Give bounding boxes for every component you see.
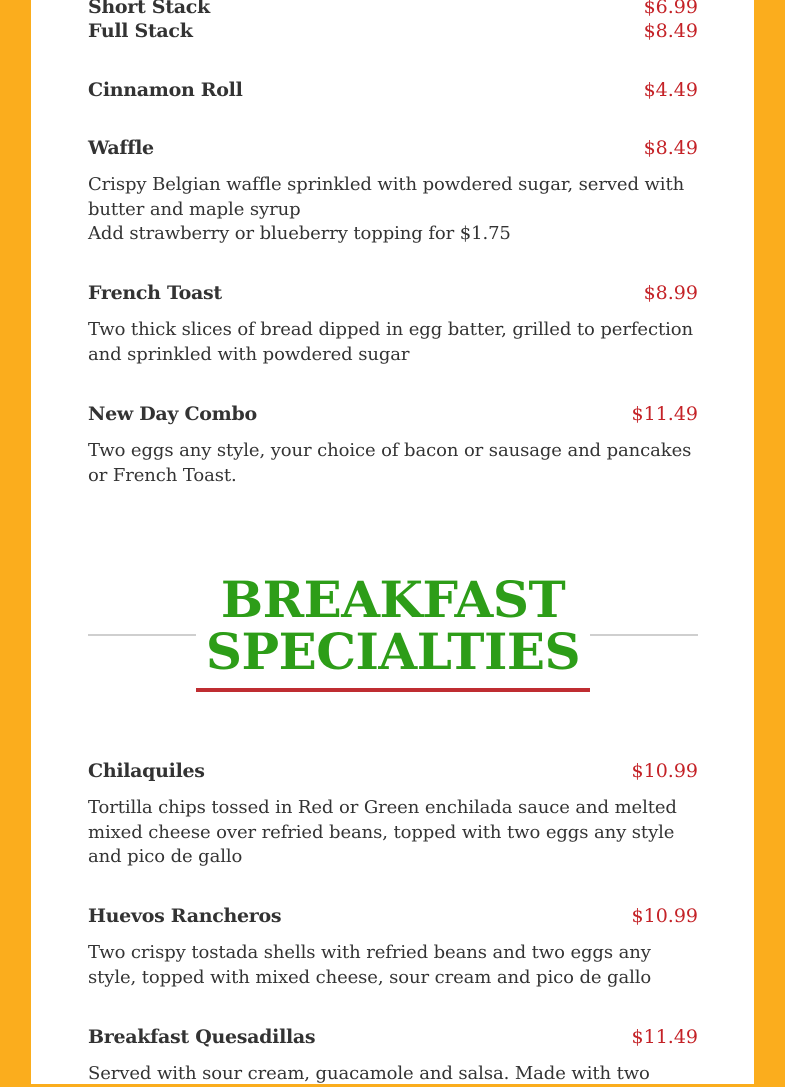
item-name: French Toast [88,282,222,304]
menu-item-waffle [88,137,698,247]
item-price: $11.49 [631,403,698,425]
item-description [88,173,698,247]
item-description: Two thick slices of bread dipped in egg batter, grilled to perfection and sprinkled with powdered sugar [88,319,693,365]
item-price: $8.49 [643,20,698,42]
item-description: Two crispy tostada shells with refried beans and two eggs any style, topped with mixed cheese, sour cream and pico de gallo [88,942,652,988]
menu-item-breakfast-quesadillas [88,1026,698,1087]
item-addon-note: Add strawberry or blueberry topping for $1.75 [88,223,511,244]
item-price: $10.99 [631,760,698,782]
item-price: $4.49 [643,79,698,101]
item-price: $8.49 [643,137,698,159]
item-name: Cinnamon Roll [88,79,243,101]
menu-item-huevos-rancheros [88,905,698,990]
item-price: $8.99 [643,282,698,304]
heading-rule-right [590,634,698,636]
section-title-line2: SPECIALTIES [205,622,581,681]
item-name: Breakfast Quesadillas [88,1026,316,1048]
menu-item-french-toast [88,282,698,367]
item-price: $11.49 [631,1026,698,1048]
menu-item-full-stack [88,20,698,42]
menu-item-new-day-combo [88,403,698,488]
item-name: Huevos Rancheros [88,905,282,927]
item-name: New Day Combo [88,403,257,425]
heading-rule-left [88,634,196,636]
item-name: Short Stack [88,0,210,18]
item-description: Served with sour cream, guacamole and salsa. Made with two [88,1063,650,1084]
menu-item-cinnamon-roll [88,79,698,101]
section-heading [88,570,698,692]
item-name: Waffle [88,137,154,159]
section-title [196,570,590,692]
item-description: Tortilla chips tossed in Red or Green enchilada sauce and melted mixed cheese over refried beans, topped with two eggs any style and pico de gallo [88,797,677,867]
menu-item-short-stack [88,0,698,18]
section-title-line1: BREAKFAST [220,570,566,629]
item-name: Full Stack [88,20,193,42]
item-description-text: Crispy Belgian waffle sprinkled with powdered sugar, served with butter and maple syrup [88,174,685,220]
menu-item-chilaquiles [88,760,698,870]
item-description: Two eggs any style, your choice of bacon or sausage and pancakes or French Toast. [88,440,692,486]
item-name: Chilaquiles [88,760,205,782]
item-price: $6.99 [643,0,698,18]
item-price: $10.99 [631,905,698,927]
